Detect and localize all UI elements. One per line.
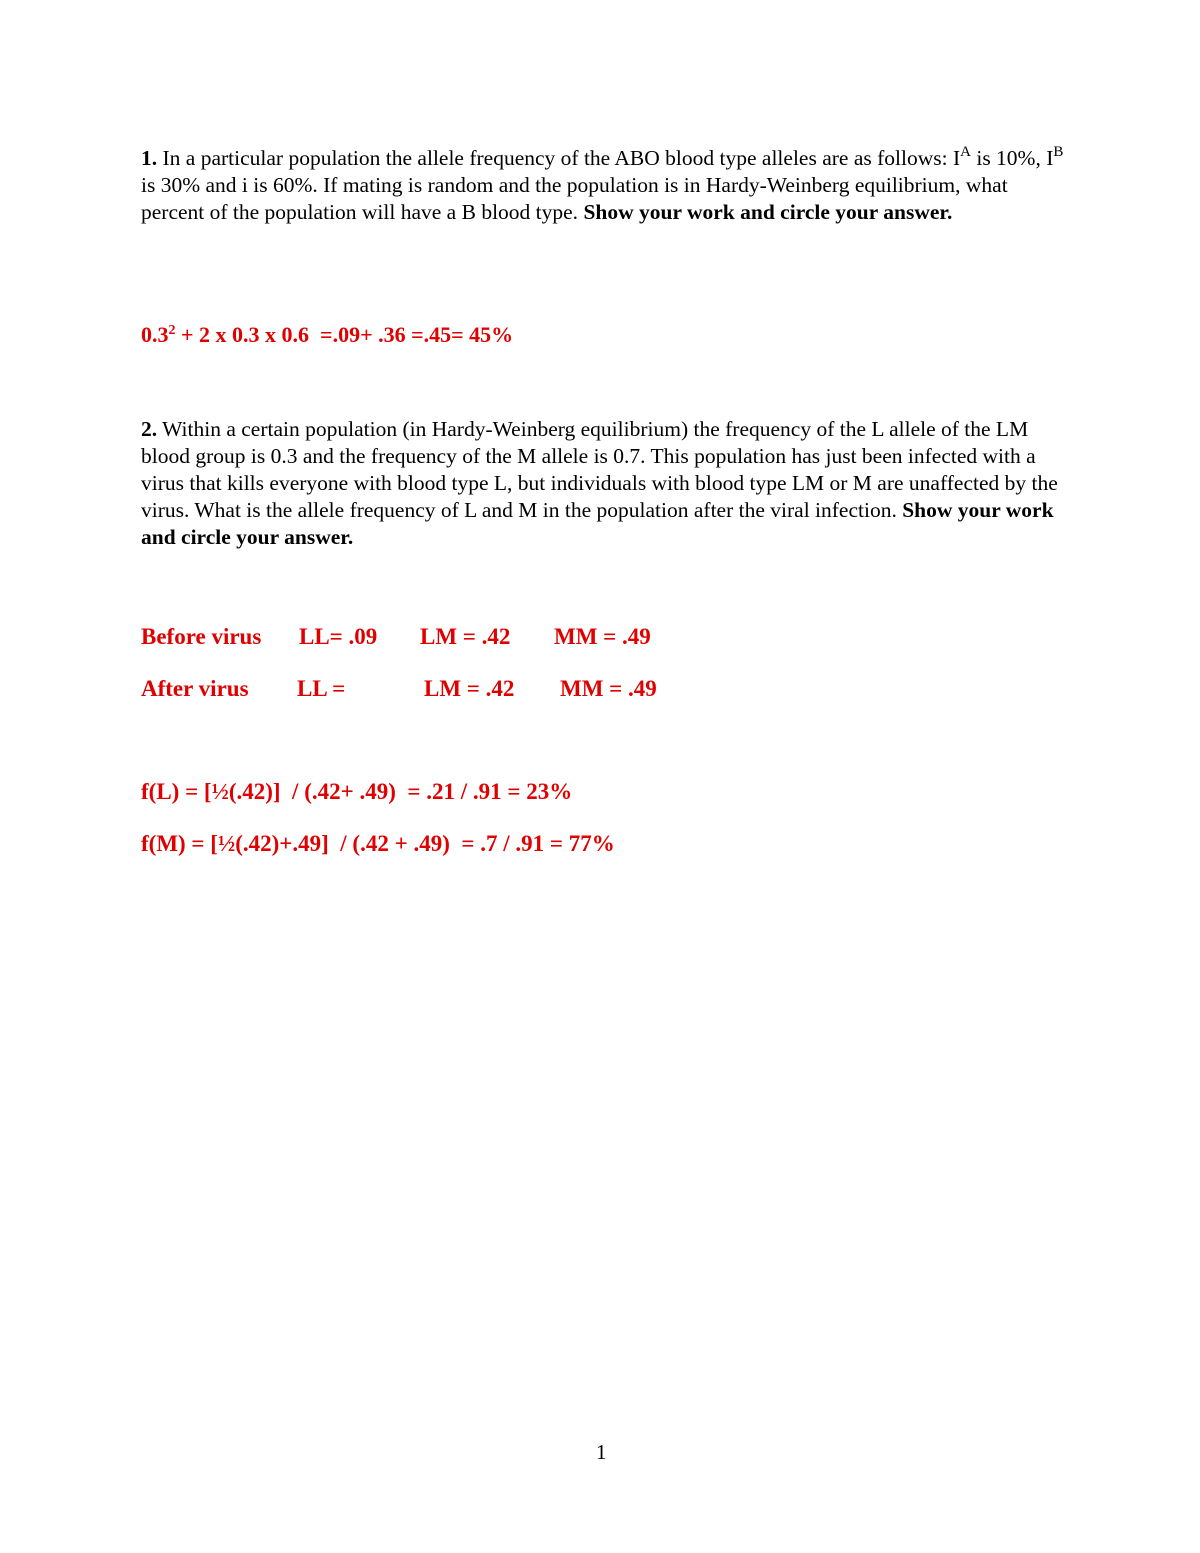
allele-b-superscript: B [1053,144,1064,160]
after-ll: LL = [297,676,346,701]
question-2-text: Within a certain population (in Hardy-Weinberg equilibrium) the frequency of the L allele of the LM blood group is 0.3 and the frequency of the M allele is 0.7. This population has just been infected with a virus that kills everyone with blood type L, but individuals with blood type LM or M are unaffected by the virus. What is the allele frequency of L and M in the population after the viral infection. [141,417,1058,522]
frequency-l-equation: f(L) = [½(.42)] / (.42+ .49) = .21 / .91 = 23% [141,779,573,804]
allele-a-superscript: A [960,144,971,160]
question-1-text-b: is 10%, I [970,146,1054,170]
question-1-text-a: In a particular population the allele frequency of the ABO blood type alleles are as follows: I [157,146,961,170]
page-number: 1 [596,1440,607,1464]
question-1-text-c: is 30% and i is 60%. If mating is random and the population is in Hardy-Weinberg equilibrium, what percent of the population will have a B blood type. [141,173,1008,224]
before-virus-label: Before virus [141,624,262,649]
after-lm: LM = .42 [424,676,515,701]
question-1-instruction: Show your work and circle your answer. [583,200,953,224]
before-lm: LM = .42 [420,624,511,649]
frequency-m-equation: f(M) = [½(.42)+.49] / (.42 + .49) = .7 / .91 = 77% [141,831,615,856]
answer-1-rest: + 2 x 0.3 x 0.6 =.09+ .36 =.45= 45% [175,322,514,347]
before-mm: MM = .49 [554,624,651,649]
before-ll: LL= .09 [299,624,378,649]
answer-1 [141,322,513,348]
question-2-number: 2. [141,417,158,441]
answer-1-exponent: 2 [168,323,176,338]
after-virus-label: After virus [141,676,249,701]
after-mm: MM = .49 [560,676,657,701]
question-1 [141,145,1071,226]
question-2-instruction: Show your work and circle your answer. [141,498,1054,549]
question-2 [141,416,1071,551]
answer-1-base: 0.3 [141,322,169,347]
question-1-number: 1. [141,146,158,170]
